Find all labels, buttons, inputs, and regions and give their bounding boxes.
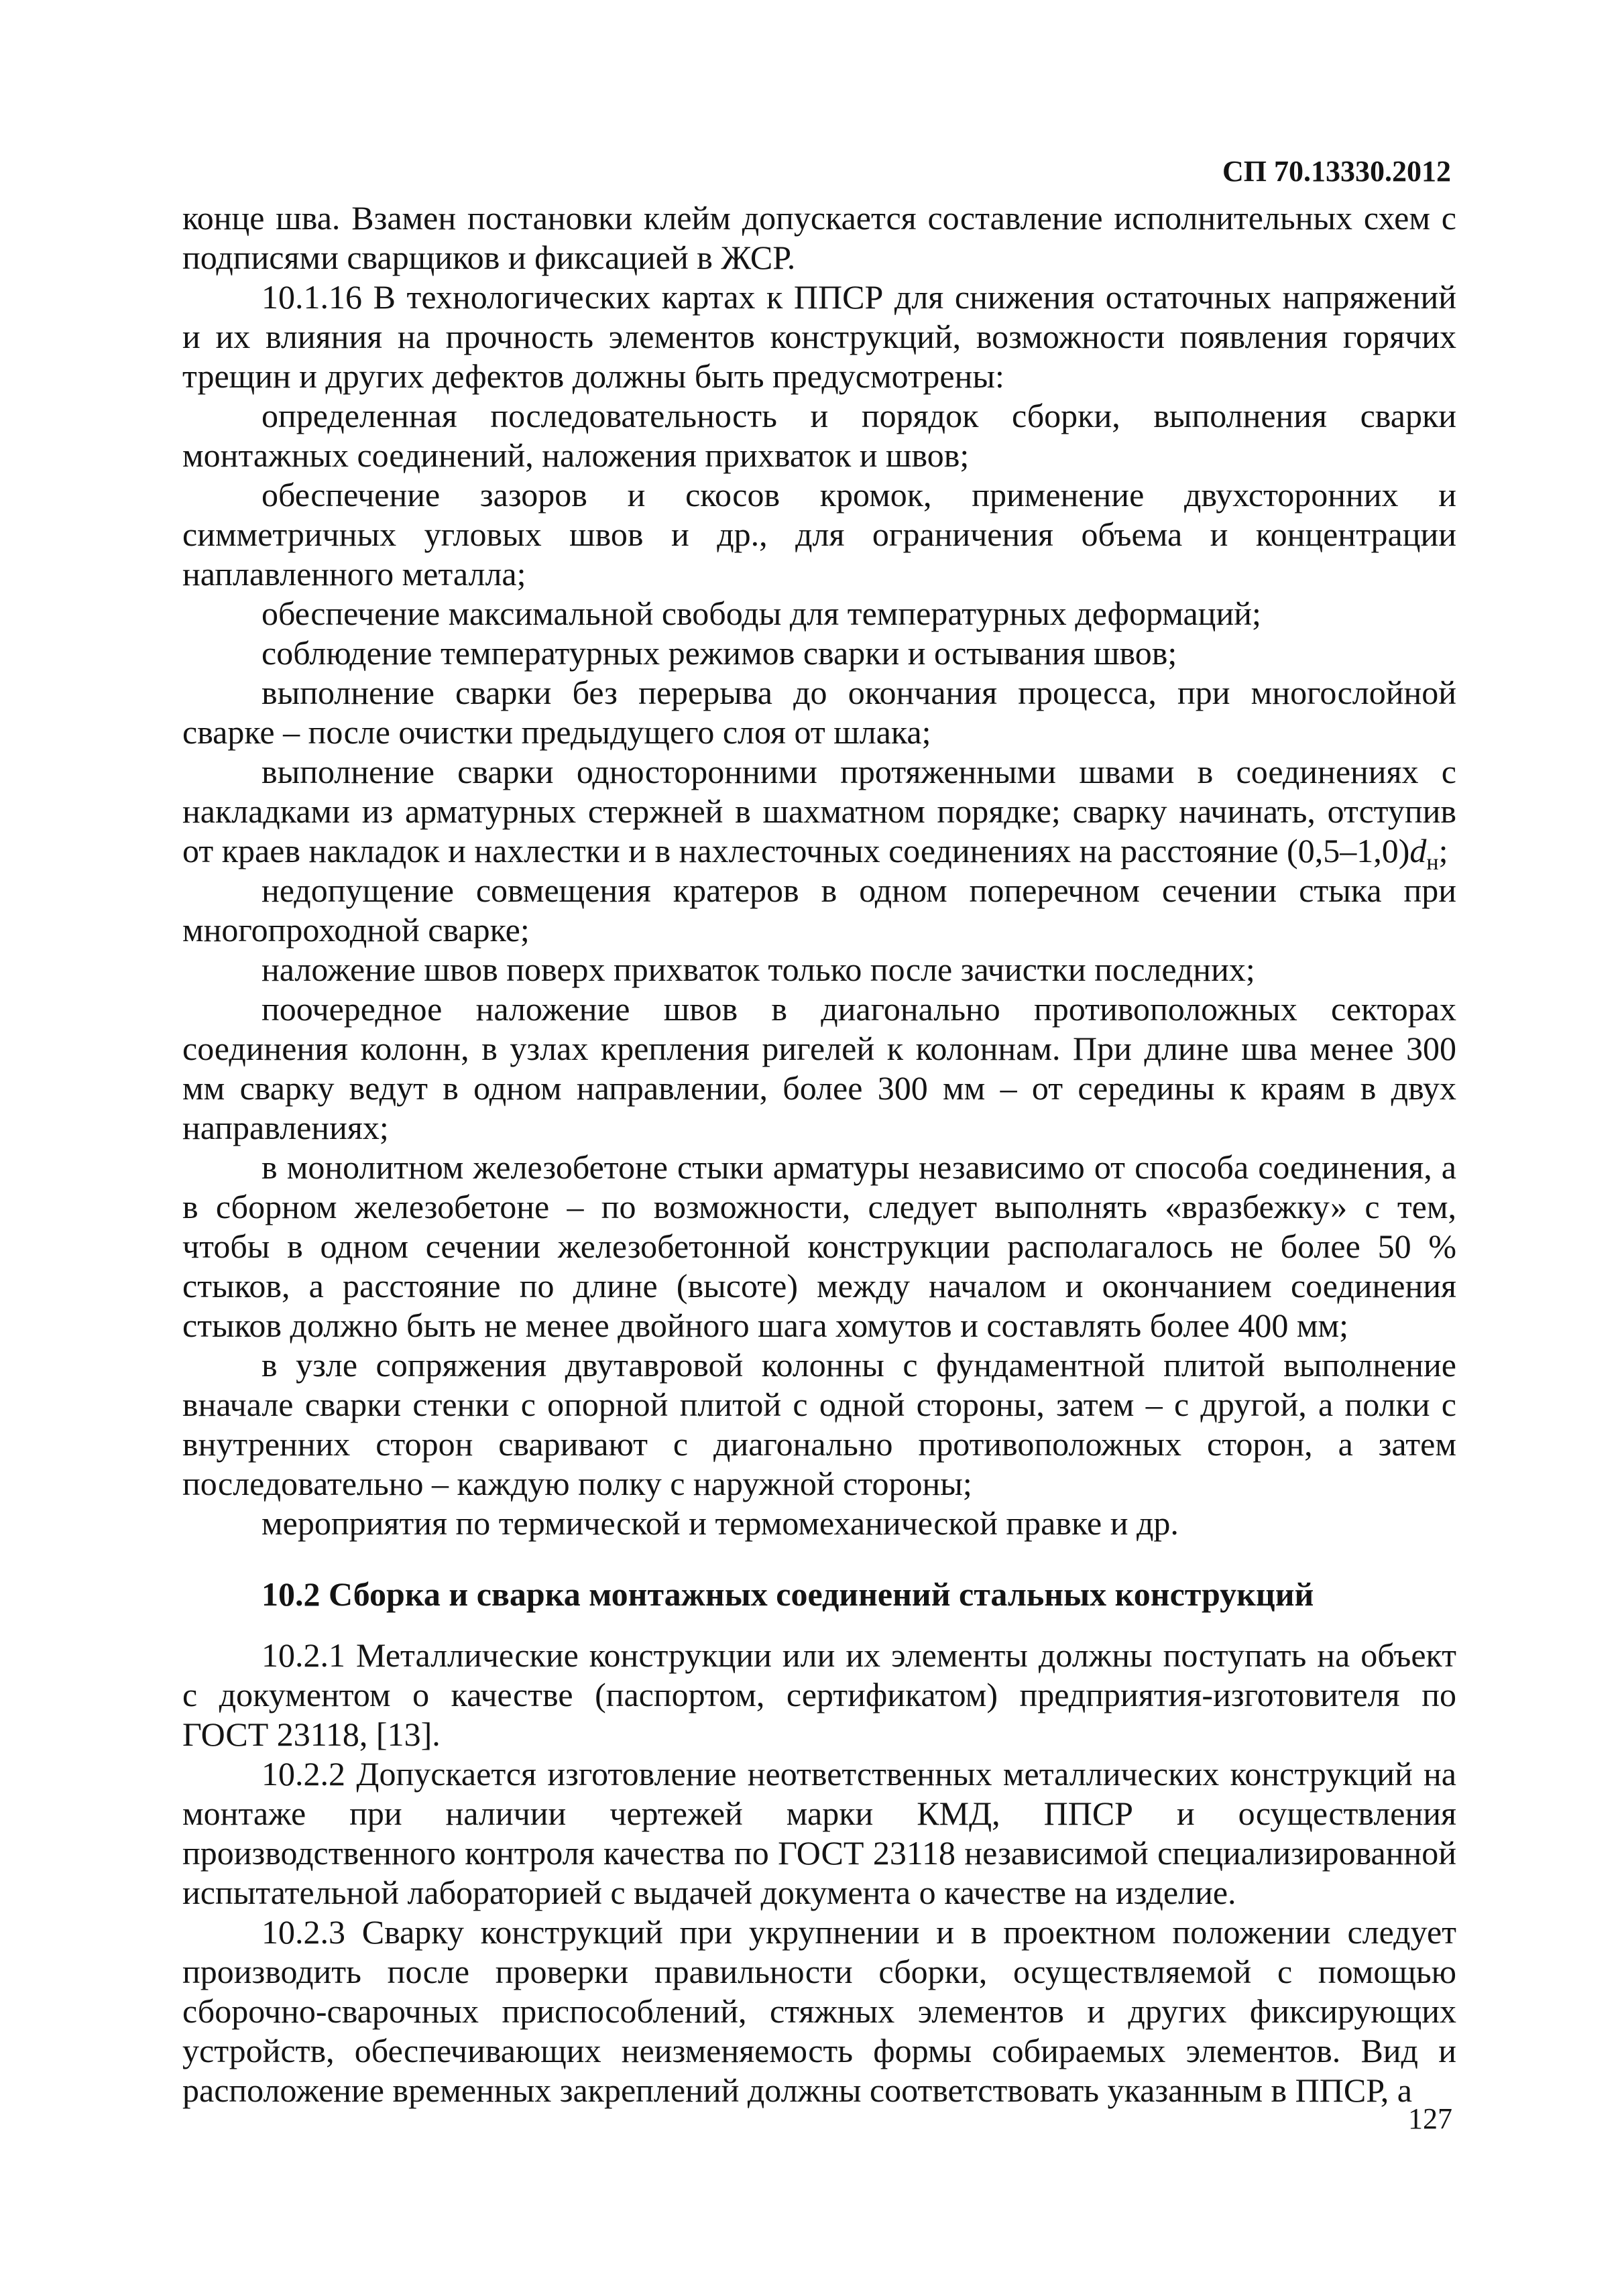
paragraph-10-2-1: 10.2.1 Металлические конструкции или их элементы должны поступать на объект с документом о качестве (паспортом, сертификатом) предприятия-изготовителя по ГОСТ 23118, [13]. xyxy=(182,1636,1456,1753)
paragraph-10-2-2: 10.2.2 Допускается изготовление неответственных металлических конструкций на монтаже при наличии чертежей марки КМД, ППСР и осуществления производственного контроля качества по ГОСТ 23118 независимой специализированной испытательной лабораторией с выдачей документа о качестве на изделие. xyxy=(182,1755,1456,1911)
diameter-subscript: н xyxy=(1426,850,1439,875)
paragraph-10-2-3: 10.2.3 Сварку конструкций при укрупнении и в проектном положении следует производить после проверки правильности сборки, осуществляемой с помощью сборочно-сварочных приспособлений, стяжных элементов и других фиксирующих устройств, обеспечивающих неизменяемость формы собираемых элементов. Вид и расположение временных закреплений должны соответствовать указанным в ППСР, а xyxy=(182,1913,1456,2109)
list-item-diagonal: поочередное наложение швов в диагонально противоположных секторах соединения колонн, в узлах крепления ригелей к колоннам. При длине шва менее 300 мм сварку ведут в одном направлении, более 300 мм – от середины к краям в двух направлениях; xyxy=(182,990,1456,1146)
list-item-freedom: обеспечение максимальной свободы для температурных деформаций; xyxy=(262,595,1261,632)
list-item-sequence: определенная последовательность и порядок сборки, выполнения сварки монтажных соединений, наложения прихваток и швов; xyxy=(182,397,1456,474)
paragraph-10-1-16: 10.1.16 В технологических картах к ППСР для снижения остаточных напряжений и их влияния на прочность элементов конструкций, возможности появления горячих трещин и других дефектов должны быть предусмотрены: xyxy=(182,278,1456,395)
list-item-no-break: выполнение сварки без перерыва до окончания процесса, при многослойной сварке – после очистки предыдущего слоя от шлака; xyxy=(182,674,1456,751)
page-content xyxy=(182,198,1456,2110)
paragraph-continuation: конце шва. Взамен постановки клейм допускается составление исполнительных схем с подписями сварщиков и фиксацией в ЖСР. xyxy=(182,199,1456,276)
diameter-symbol: d xyxy=(1409,832,1427,869)
document-code: СП 70.13330.2012 xyxy=(1222,155,1451,188)
page-number: 127 xyxy=(1408,2102,1452,2135)
list-item-one-sided-welds-text: выполнение сварки односторонними протяженными швами в соединениях с накладками из арматурных стержней в шахматном порядке; сварку начинать, отступив от краев накладок и нахлестки и в нахлесточных соединениях на расстояние (0,5–1,0) xyxy=(182,753,1456,869)
list-item-one-sided-welds xyxy=(182,752,1456,875)
list-item-gaps: обеспечение зазоров и скосов кромок, применение двухсторонних и симметричных угловых швов и др., для ограничения объема и концентрации наплавленного металла; xyxy=(182,476,1456,593)
list-item-i-beam-column: в узле сопряжения двутавровой колонны с фундаментной плитой выполнение вначале сварки стенки с опорной плитой с одной стороны, затем – с другой, а полки с внутренних сторон сваривают с диагонально противоположных сторон, а затем последовательно – каждую полку с наружной стороны; xyxy=(182,1346,1456,1502)
section-heading-10-2: 10.2 Сборка и сварка монтажных соединений стальных конструкций xyxy=(262,1575,1314,1613)
list-item-craters: недопущение совмещения кратеров в одном поперечном сечении стыка при многопроходной сварке; xyxy=(182,871,1456,949)
list-item-one-sided-welds-end: ; xyxy=(1438,832,1448,869)
list-item-straightening: мероприятия по термической и термомеханической правке и др. xyxy=(262,1504,1179,1542)
list-item-tacks: наложение швов поверх прихваток только после зачистки последних; xyxy=(262,951,1255,988)
list-item-temperature: соблюдение температурных режимов сварки и остывания швов; xyxy=(262,634,1177,672)
list-item-reinforcement: в монолитном железобетоне стыки арматуры независимо от способа соединения, а в сборном железобетоне – по возможности, следует выполнять «вразбежку» с тем, чтобы в одном сечении железобетонной конструкции располагалось не более 50 % стыков, а расстояние по длине (высоте) между началом и окончанием соединения стыков должно быть не менее двойного шага хомутов и составлять более 400 мм; xyxy=(182,1148,1456,1344)
